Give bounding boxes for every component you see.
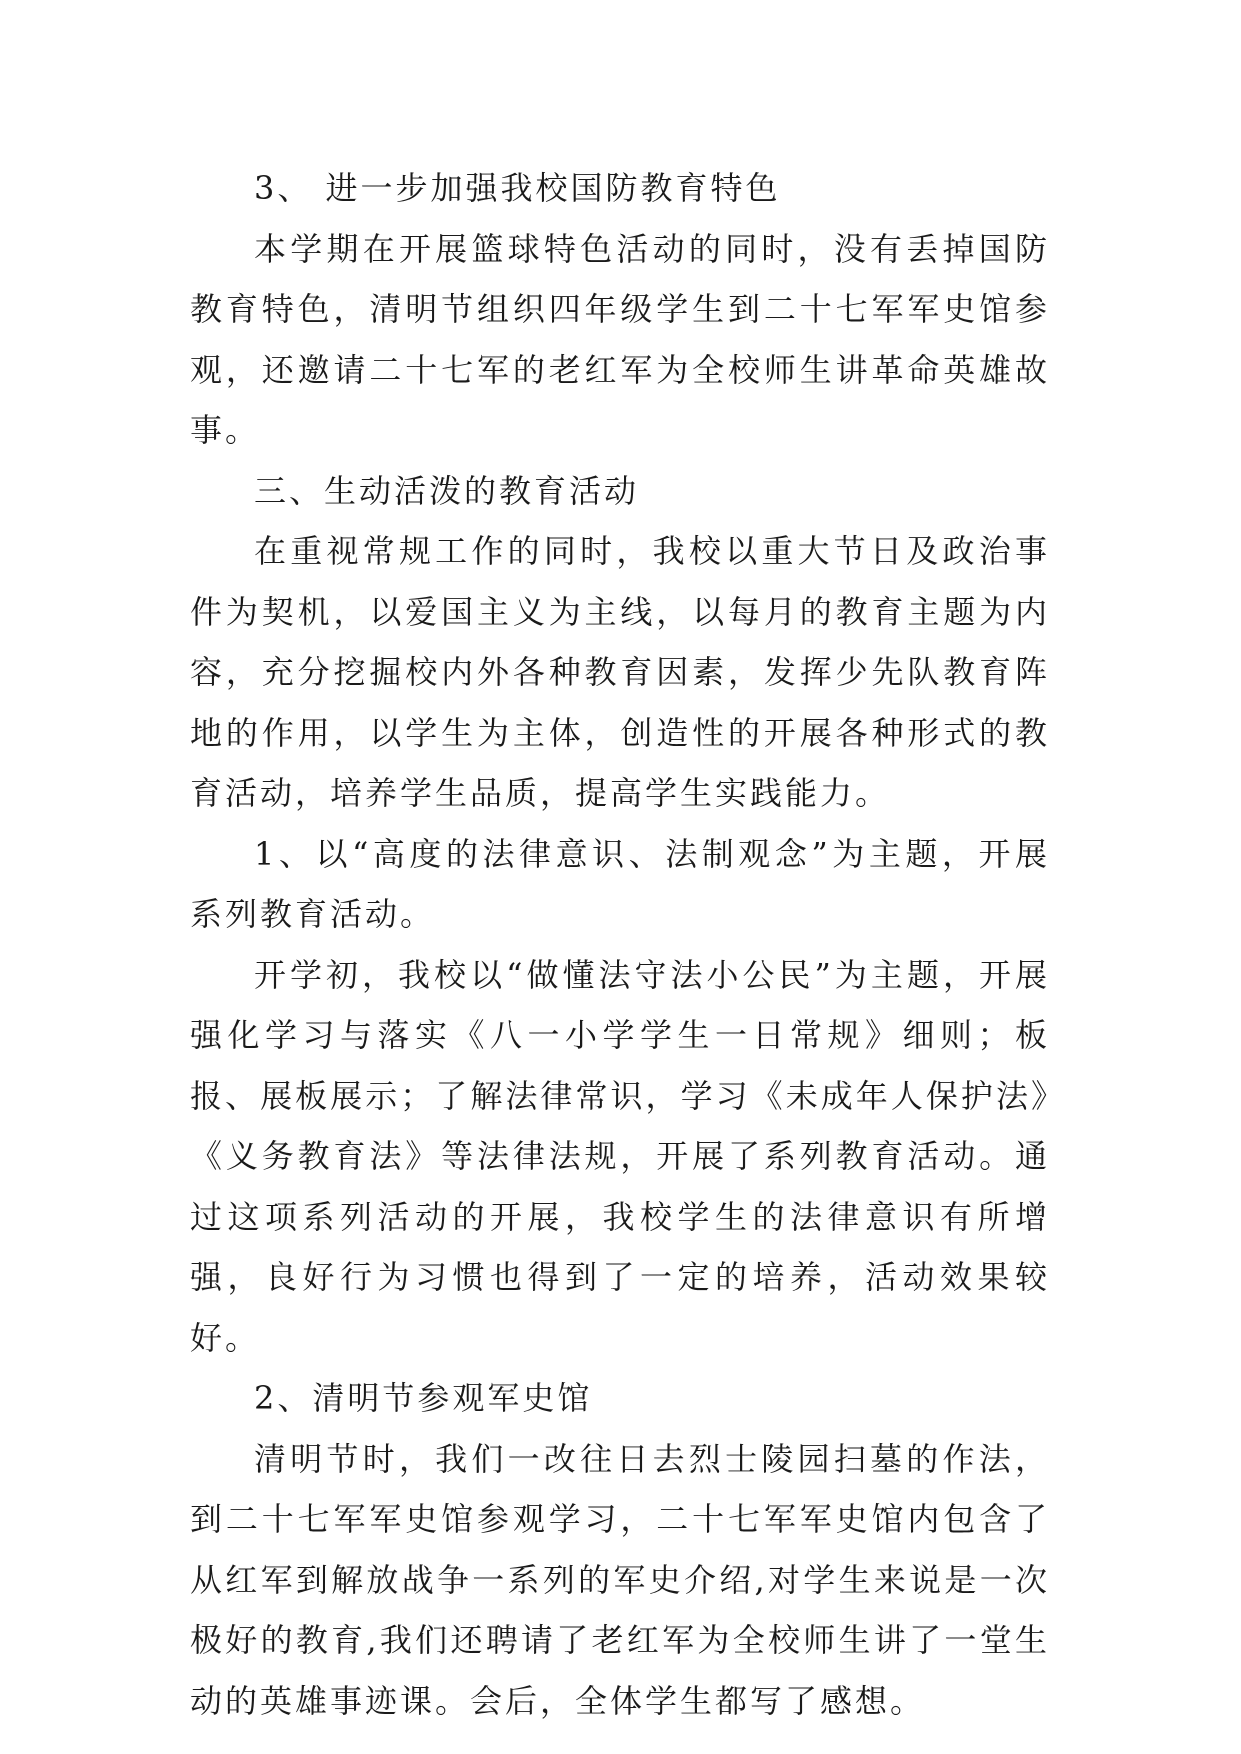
paragraph-military-museum: 清明节时，我们一改往日去烈士陵园扫墓的作法，到二十七军军史馆参观学习，二十七军军史馆内包含了从红军到解放战争一系列的军史介绍,对学生来说是一次极好的教育,我们还聘请了老红军为全校师生讲了一堂生动的英雄事迹课。会后，全体学生都写了感想。 <box>190 1439 1050 1720</box>
paragraph-national-defense: 本学期在开展篮球特色活动的同时，没有丢掉国防教育特色，清明节组织四年级学生到二十七军军史馆参观，还邀请二十七军的老红军为全校师生讲革命英雄故事。 <box>190 229 1050 449</box>
paragraph-legal-awareness: 开学初，我校以“做懂法守法小公民”为主题，开展强化学习与落实《八一小学学生一日常规》细则；板报、展板展示；了解法律常识，学习《未成年人保护法》《义务教育法》等法律法规，开展了系列教育活动。通过这项系列活动的开展，我校学生的法律意识有所增强，良好行为习惯也得到了一定的培养，活动效果较好。 <box>190 955 1050 1357</box>
section-heading-education-activities: 三、生动活泼的教育活动 <box>254 471 640 510</box>
subheading-legal-awareness: 1、以“高度的法律意识、法制观念”为主题，开展系列教育活动。 <box>190 834 1050 933</box>
document-body <box>190 158 1050 1731</box>
paragraph-education-activities: 在重视常规工作的同时，我校以重大节日及政治事件为契机，以爱国主义为主线，以每月的教育主题为内容，充分挖掘校内外各种教育因素，发挥少先队教育阵地的作用，以学生为主体，创造性的开展各种形式的教育活动，培养学生品质，提高学生实践能力。 <box>190 532 1050 812</box>
subheading-military-museum: 2、清明节参观军史馆 <box>254 1379 593 1417</box>
section-heading-national-defense: 3、 进一步加强我校国防教育特色 <box>254 169 781 207</box>
